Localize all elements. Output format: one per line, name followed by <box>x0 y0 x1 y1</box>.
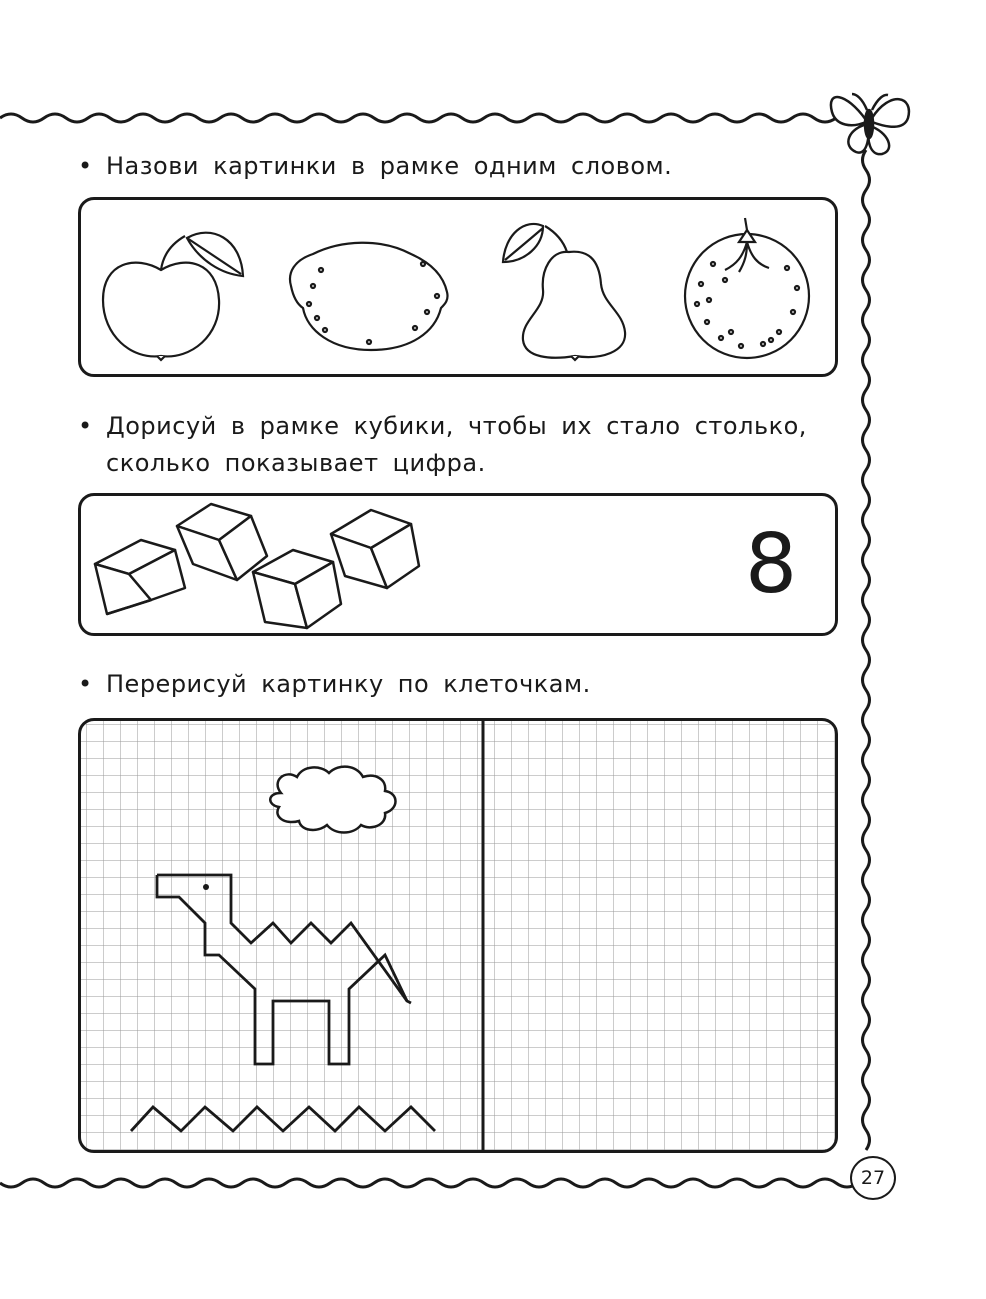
pear-icon <box>503 224 625 360</box>
apple-icon <box>103 233 243 360</box>
instruction-2-line1: Дорисуй в рамке кубики, чтобы их стало столько, <box>106 412 807 440</box>
grid-drawing <box>81 721 835 1150</box>
grid-frame <box>78 718 838 1153</box>
fruits-frame <box>78 197 838 377</box>
top-wavy-border <box>0 114 836 122</box>
cloud-icon <box>270 767 395 833</box>
instruction-2-line2: сколько показывает цифра. <box>106 449 486 477</box>
instruction-3 <box>78 666 591 703</box>
cubes-drawing <box>81 496 641 633</box>
cube-2 <box>177 504 267 580</box>
cube-3 <box>253 550 341 628</box>
cubes-frame <box>78 493 838 636</box>
cube-4 <box>331 510 419 588</box>
cube-1 <box>95 540 185 614</box>
page-number: 27 <box>850 1156 896 1200</box>
bullet: • <box>78 670 93 698</box>
orange-icon <box>685 218 809 358</box>
bullet: • <box>78 412 93 440</box>
instruction-2 <box>78 408 807 482</box>
butterfly-icon <box>831 94 909 154</box>
instruction-3-text: Перерисуй картинку по клеточкам. <box>106 670 591 698</box>
instruction-1 <box>78 148 672 185</box>
fruits-drawing <box>81 200 835 374</box>
grid-cells <box>81 721 835 1150</box>
bottom-wavy-border <box>0 1179 858 1187</box>
bullet: • <box>78 152 93 180</box>
target-number: 8 <box>745 517 798 612</box>
right-wavy-border <box>863 150 870 1150</box>
instruction-1-text: Назови картинки в рамке одним словом. <box>106 152 673 180</box>
lemon-icon <box>290 243 448 350</box>
